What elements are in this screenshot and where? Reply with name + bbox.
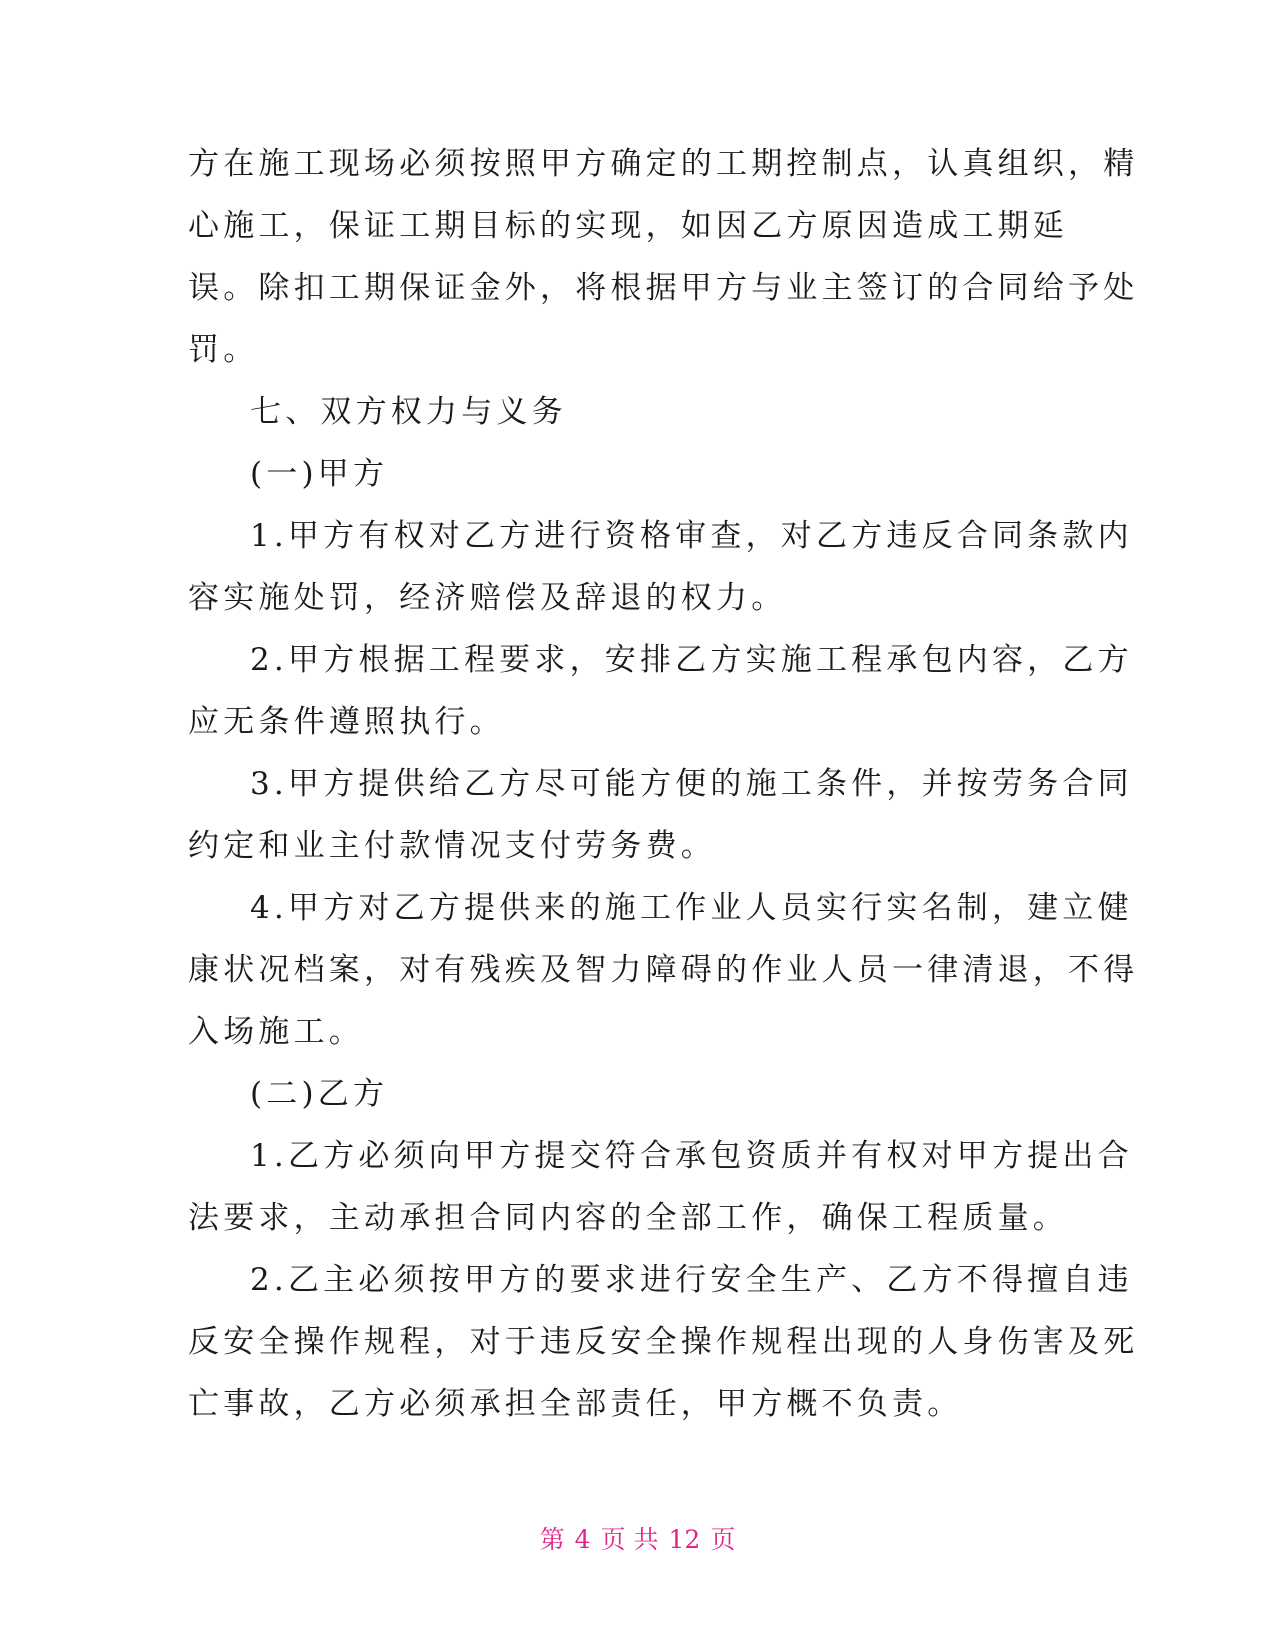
section-heading-7: 七、双方权力与义务 [250, 394, 567, 430]
body-line-2: 心施工，保证工期目标的实现，如因乙方原因造成工期延 [188, 208, 1068, 244]
body-line-7: 1.甲方有权对乙方进行资格审查，对乙方违反合同条款内 [250, 518, 1133, 554]
footer-current-page: 4 [574, 1525, 591, 1554]
body-line-3: 误。除扣工期保证金外，将根据甲方与业主签订的合同给予处 [188, 270, 1139, 306]
body-line-19: 2.乙主必须按甲方的要求进行安全生产、乙方不得擅自违 [250, 1262, 1133, 1298]
body-line-18: 法要求，主动承担合同内容的全部工作，确保工程质量。 [188, 1200, 1068, 1236]
body-line-8: 容实施处罚，经济赔偿及辞退的权力。 [188, 580, 787, 616]
body-line-21: 亡事故，乙方必须承担全部责任，甲方概不负责。 [188, 1386, 963, 1422]
footer-total-pages: 12 [668, 1525, 701, 1554]
footer-prefix: 第 [539, 1525, 565, 1554]
body-line-12: 约定和业主付款情况支付劳务费。 [188, 828, 716, 864]
footer-middle: 页 共 [600, 1525, 659, 1554]
body-line-4: 罚。 [188, 332, 259, 368]
subsection-heading-party-b: (二)乙方 [250, 1076, 389, 1112]
body-line-1: 方在施工现场必须按照甲方确定的工期控制点，认真组织，精 [188, 146, 1139, 182]
body-line-14: 康状况档案，对有残疾及智力障碍的作业人员一律清退，不得 [188, 952, 1139, 988]
page-footer [0, 1524, 1275, 1556]
body-line-13: 4.甲方对乙方提供来的施工作业人员实行实名制，建立健 [250, 890, 1133, 926]
subsection-heading-party-a: (一)甲方 [250, 456, 389, 492]
body-line-10: 应无条件遵照执行。 [188, 704, 505, 740]
body-line-17: 1.乙方必须向甲方提交符合承包资质并有权对甲方提出合 [250, 1138, 1133, 1174]
body-line-9: 2.甲方根据工程要求，安排乙方实施工程承包内容，乙方 [250, 642, 1133, 678]
body-line-15: 入场施工。 [188, 1014, 364, 1050]
body-line-11: 3.甲方提供给乙方尽可能方便的施工条件，并按劳务合同 [250, 766, 1133, 802]
footer-suffix: 页 [710, 1525, 736, 1554]
body-line-20: 反安全操作规程，对于违反安全操作规程出现的人身伤害及死 [188, 1324, 1139, 1360]
